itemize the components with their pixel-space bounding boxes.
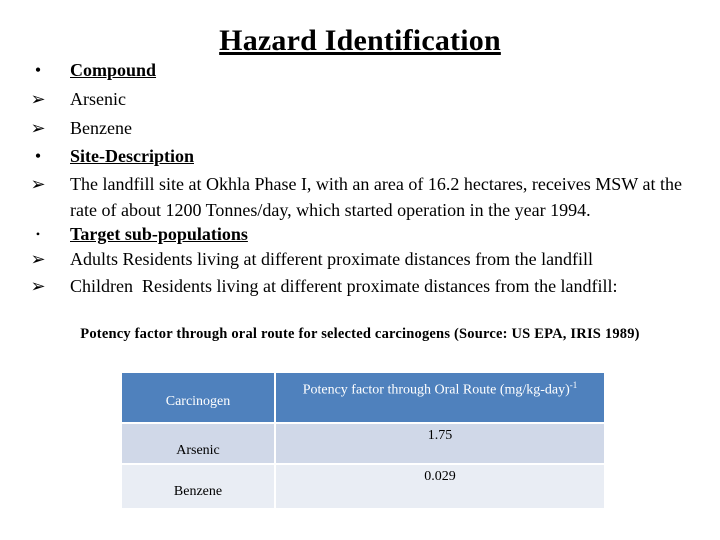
potency-table <box>120 371 606 510</box>
bullet-text-site-detail: The landfill site at Okhla Phase I, with an area of 16.2 hectares, receives MSW at the rate of about 1200 Tonnes/day, which started operation in the year 1994. <box>70 174 682 220</box>
bullet-text-site-description: Site-Description <box>70 146 194 166</box>
bullet-dot-icon: • <box>34 146 42 166</box>
arrow-bullet-icon: ➢ <box>30 249 46 269</box>
table-header-row <box>122 373 604 422</box>
bullet-text-adults: Adults Residents living at different proximate distances from the landfill <box>70 249 594 269</box>
bullet-dot-icon: • <box>34 60 42 80</box>
header-potency-factor <box>276 373 604 422</box>
arrow-bullet-icon: ➢ <box>30 174 46 194</box>
bullet-text-arsenic: Arsenic <box>70 89 126 109</box>
bullet-text-compound: Compound <box>70 60 157 80</box>
bullet-text-target-subpopulations: Target sub-populations <box>70 224 248 244</box>
slide-title: Hazard Identification <box>219 24 501 57</box>
header-carcinogen: Carcinogen <box>122 373 274 422</box>
table-caption: Potency factor through oral route for selected carcinogens (Source: US EPA, IRIS 1989) <box>80 326 640 342</box>
cell-carcinogen: Arsenic <box>122 424 274 463</box>
bullet-text-benzene: Benzene <box>70 118 132 138</box>
bullet-dot-icon: • <box>35 227 41 241</box>
cell-carcinogen: Benzene <box>122 465 274 508</box>
table-row <box>122 465 604 508</box>
arrow-bullet-icon: ➢ <box>30 89 46 109</box>
cell-potency-value: 0.029 <box>276 465 604 508</box>
table-row <box>122 424 604 463</box>
header-potency-text: Potency factor through Oral Route (mg/kg-day) <box>302 382 570 398</box>
header-potency-exponent: -1 <box>569 380 578 390</box>
cell-potency-value: 1.75 <box>276 424 604 463</box>
arrow-bullet-icon: ➢ <box>30 276 46 296</box>
bullet-text-children: Children Residents living at different proximate distances from the landfill: <box>70 276 618 296</box>
arrow-bullet-icon: ➢ <box>30 118 46 138</box>
